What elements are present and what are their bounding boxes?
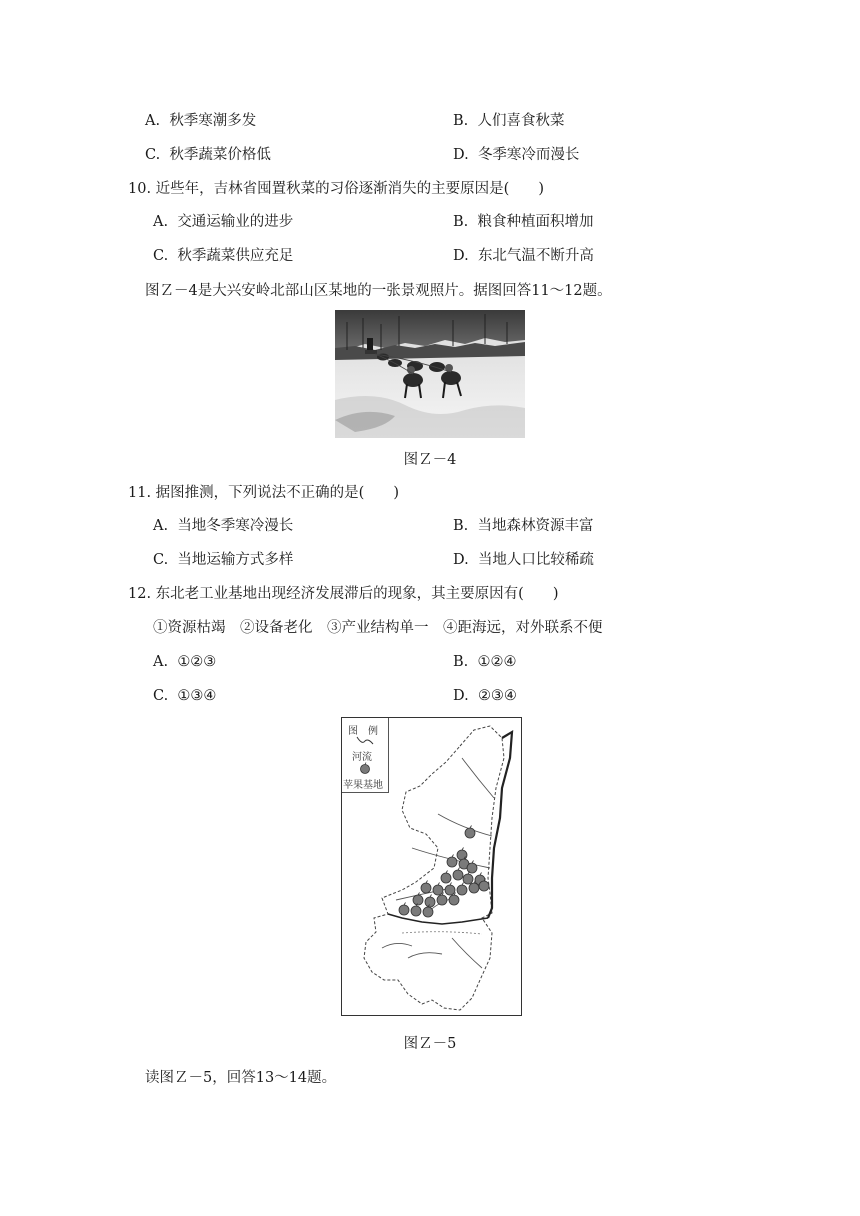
intro-z5: 读图Ｚ－5，回答13～14题。 [145, 1070, 337, 1086]
river-icon [356, 736, 374, 746]
q10-option-c: C. 秋季蔬菜供应充足 [153, 248, 294, 264]
q9-option-a: A. 秋季寒潮多发 [145, 113, 257, 129]
legend-apple-label: 苹果基地 [343, 780, 383, 791]
q10-option-a: A. 交通运输业的进步 [153, 214, 294, 230]
apple-base-marker [441, 871, 451, 884]
q12-option-c: C. ①③④ [153, 688, 217, 704]
q12-statements: ①资源枯竭 ②设备老化 ③产业结构单一 ④距海远，对外联系不便 [153, 620, 603, 636]
apple-base-marker [413, 893, 423, 906]
q11-option-b: B. 当地森林资源丰富 [453, 518, 594, 534]
apple-base-marker [421, 881, 431, 894]
apple-icon [359, 762, 371, 774]
q10-option-d: D. 东北气温不断升高 [453, 248, 594, 264]
q11-stem: 11. 据图推测，下列说法不正确的是( ) [128, 485, 399, 501]
q10-stem: 10. 近些年，吉林省囤置秋菜的习俗逐渐消失的主要原因是( ) [128, 181, 544, 197]
legend-river-label: 河流 [352, 752, 372, 763]
apple-base-marker [411, 904, 421, 917]
apple-base-marker [399, 903, 409, 916]
q11-option-a: A. 当地冬季寒冷漫长 [153, 518, 294, 534]
map-legend [342, 718, 389, 793]
q9-option-b: B. 人们喜食秋菜 [453, 113, 565, 129]
q9-option-c: C. 秋季蔬菜价格低 [145, 147, 271, 163]
apple-base-marker [447, 855, 457, 868]
q11-option-c: C. 当地运输方式多样 [153, 552, 294, 568]
q12-option-a: A. ①②③ [153, 654, 217, 670]
apple-base-map [341, 717, 522, 1016]
apple-base-marker [465, 826, 475, 839]
caption-z5: 图Ｚ－5 [403, 1036, 457, 1052]
q12-option-d: D. ②③④ [453, 688, 517, 704]
intro-z4: 图Ｚ－4是大兴安岭北部山区某地的一张景观照片。据图回答11～12题。 [145, 283, 612, 299]
q12-option-b: B. ①②④ [453, 654, 517, 670]
q9-option-d: D. 冬季寒冷而漫长 [453, 147, 580, 163]
q11-option-d: D. 当地人口比较稀疏 [453, 552, 594, 568]
q10-option-b: B. 粮食种植面积增加 [453, 214, 594, 230]
apple-base-marker [453, 868, 463, 881]
apple-base-marker [457, 848, 467, 861]
dog-sled-photo [335, 310, 525, 438]
apple-base-marker [445, 883, 455, 896]
caption-z4: 图Ｚ－4 [403, 452, 457, 468]
apple-base-marker [433, 883, 443, 896]
legend-title: 图 例 [348, 726, 378, 737]
q12-stem: 12. 东北老工业基地出现经济发展滞后的现象，其主要原因有( ) [128, 586, 559, 602]
apple-base-marker [425, 895, 435, 908]
apple-base-marker [457, 883, 467, 896]
